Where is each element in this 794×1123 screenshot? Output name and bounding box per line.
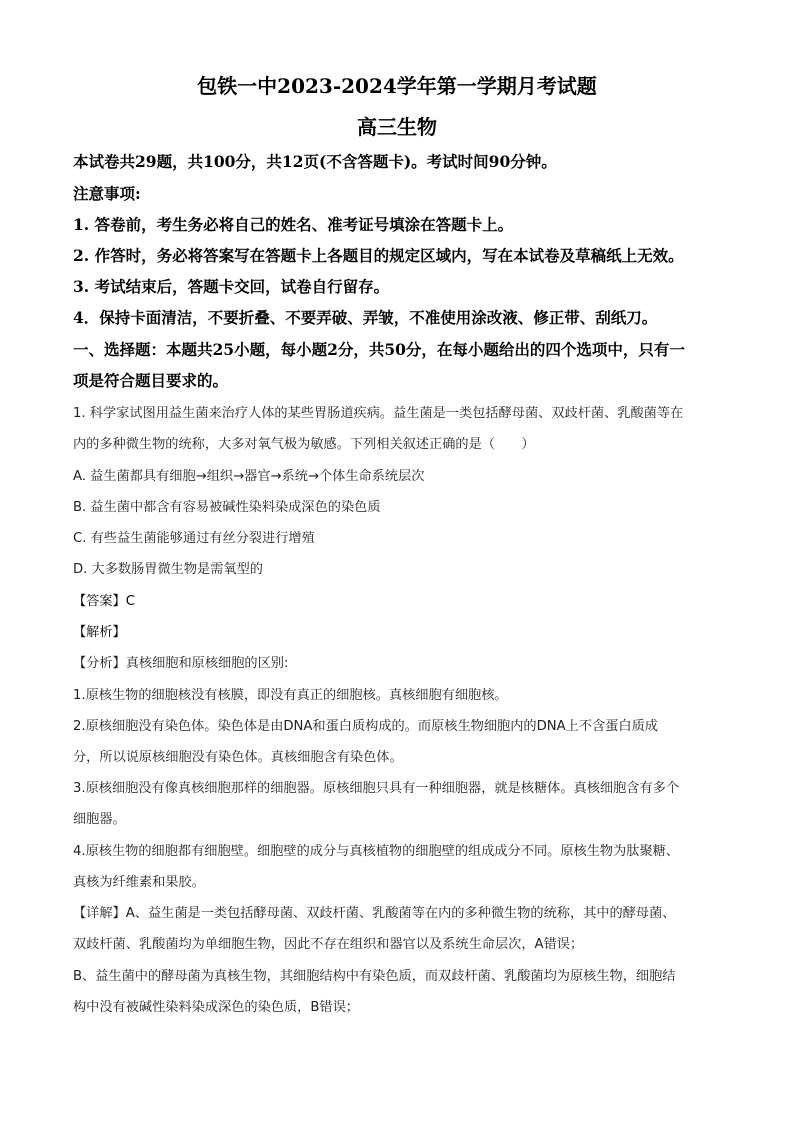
analysis-line: 4.原核生物的细胞都有细胞壁。细胞壁的成分与真核植物的细胞壁的组成成分不同。原核生物为肽聚糖、: [73, 844, 680, 859]
notice-item-2: 2. 作答时，务必将答案写在答题卡上各题目的规定区域内，写在本试卷及草稿纸上无效。: [73, 246, 684, 265]
section-heading-line-1: 一、选择题：本题共25小题，每小题2分，共50分，在每小题给出的四个选项中，只有一: [73, 340, 685, 359]
option-b: B. 益生菌中都含有容易被碱性染料染成深色的染色质: [73, 500, 381, 515]
option-d: D. 大多数肠胃微生物是需氧型的: [73, 562, 263, 577]
analysis-line: 3.原核细胞没有像真核细胞那样的细胞器。原核细胞只具有一种细胞器，就是核糖体。真核细胞含有多个: [73, 781, 680, 796]
analysis-line: 1.原核生物的细胞核没有核膜，即没有真正的细胞核。真核细胞有细胞核。: [73, 688, 508, 703]
option-c: C. 有些益生菌能够通过有丝分裂进行增殖: [73, 531, 315, 546]
analysis-line: B、益生菌中的酵母菌为真核生物，其细胞结构中有染色质，而双歧杆菌、乳酸菌均为原核生物，细胞结: [73, 969, 676, 984]
notice-item-4: 4．保持卡面清洁，不要折叠、不要弄破、弄皱，不准使用涂改液、修正带、刮纸刀。: [73, 308, 658, 327]
analysis-line: 【详解】A、益生菌是一类包括酵母菌、双歧杆菌、乳酸菌等在内的多种微生物的统称，其中的酵母菌、: [73, 906, 676, 921]
subject-title: 高三生物: [357, 115, 437, 139]
notice-item-1: 1. 答卷前，考生务必将自己的姓名、准考证号填涂在答题卡上。: [73, 215, 514, 234]
analysis-line: 细胞器。: [73, 812, 126, 827]
analysis-line: 【分析】真核细胞和原核细胞的区别:: [73, 656, 289, 671]
analysis-line: 分，所以说原核细胞没有染色体。真核细胞含有染色体。: [73, 750, 403, 765]
notice-item-3: 3. 考试结束后，答题卡交回，试卷自行留存。: [73, 277, 390, 296]
option-a: A. 益生菌都具有细胞→组织→器官→系统→个体生命系统层次: [73, 469, 425, 484]
analysis-tag: 【解析】: [73, 625, 126, 640]
analysis-line: 真核为纤维素和果胶。: [73, 875, 205, 890]
analysis-line: 构中没有被碱性染料染成深色的染色质，B错误；: [73, 1000, 359, 1015]
exam-title: 包铁一中2023-2024学年第一学期月考试题: [197, 74, 597, 98]
section-heading-line-2: 项是符合题目要求的。: [73, 371, 229, 390]
answer-line: 【答案】C: [73, 594, 135, 609]
analysis-line: 双歧杆菌、乳酸菌均为单细胞生物，因此不存在组织和器官以及系统生命层次，A错误；: [73, 937, 584, 952]
exam-summary: 本试卷共29题，共100分，共12页(不含答题卡)。考试时间90分钟。: [73, 152, 557, 171]
question-stem-line-1: 1. 科学家试图用益生菌来治疗人体的某些胃肠道疾病。益生菌是一类包括酵母菌、双歧杆菌、乳酸菌等在: [73, 406, 684, 421]
analysis-line: 2.原核细胞没有染色体。染色体是由DNA和蛋白质构成的。而原核生物细胞内的DNA上不含蛋白质成: [73, 719, 658, 734]
question-stem-line-2: 内的多种微生物的统称，大多对氧气极为敏感。下列相关叙述正确的是（ ）: [73, 437, 535, 452]
notice-heading: 注意事项:: [73, 184, 141, 203]
